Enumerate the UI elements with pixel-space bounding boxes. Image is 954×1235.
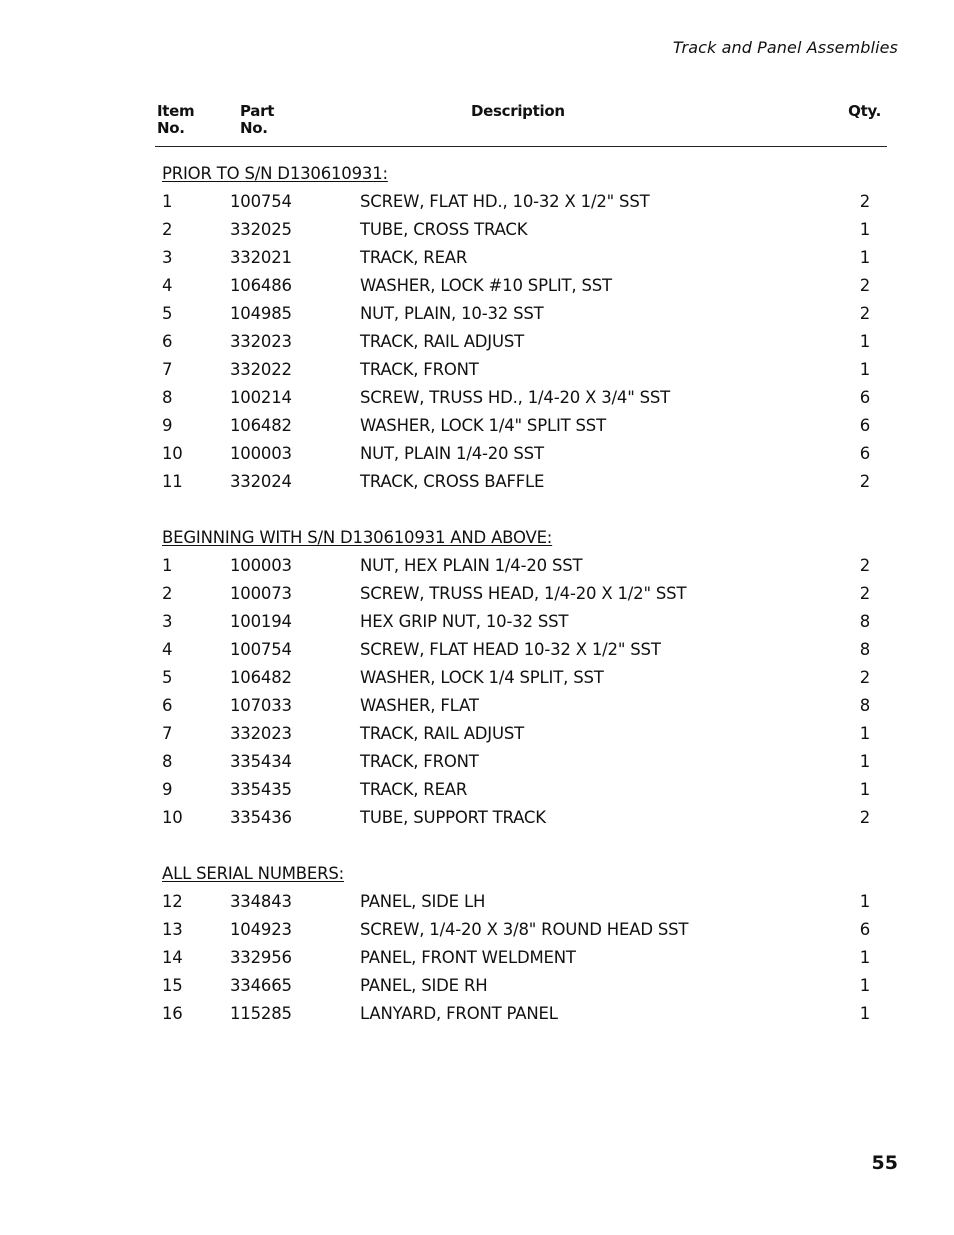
item-number-cell: 11 [162,472,183,491]
quantity-cell: 2 [859,584,870,603]
description-cell: SCREW, FLAT HD., 10-32 X 1/2" SST [360,192,650,211]
quantity-cell: 8 [859,612,870,631]
quantity-cell: 1 [859,780,870,799]
description-cell: PANEL, FRONT WELDMENT [360,948,576,967]
running-head: Track and Panel Assemblies [672,38,898,57]
table-row [162,804,872,832]
item-number-cell: 4 [162,276,173,295]
page-number: 55 [871,1152,898,1174]
table-row [162,440,872,468]
table-row [162,636,872,664]
quantity-cell: 1 [859,220,870,239]
quantity-cell: 1 [859,892,870,911]
quantity-cell: 2 [859,304,870,323]
part-number-cell: 332956 [230,948,292,967]
table-row [162,244,872,272]
description-cell: NUT, PLAIN 1/4-20 SST [360,444,544,463]
part-number-cell: 106482 [230,668,292,687]
table-row [162,748,872,776]
part-number-cell: 100214 [230,388,292,407]
quantity-cell: 1 [859,976,870,995]
item-number-cell: 13 [162,920,183,939]
quantity-cell: 8 [859,640,870,659]
part-number-cell: 332021 [230,248,292,267]
part-number-cell: 334843 [230,892,292,911]
table-row [162,916,872,944]
description-cell: NUT, PLAIN, 10-32 SST [360,304,544,323]
item-number-cell: 7 [162,724,173,743]
quantity-cell: 1 [859,752,870,771]
part-number-cell: 100754 [230,640,292,659]
part-number-cell: 106486 [230,276,292,295]
table-row [162,552,872,580]
section-title: PRIOR TO S/N D130610931: [162,164,388,183]
item-number-cell: 4 [162,640,173,659]
item-number-cell: 3 [162,248,173,267]
part-number-cell: 335434 [230,752,292,771]
part-number-cell: 100754 [230,192,292,211]
description-cell: WASHER, LOCK 1/4" SPLIT SST [360,416,606,435]
table-row [162,972,872,1000]
quantity-cell: 2 [859,668,870,687]
parts-section [162,524,872,832]
parts-section [162,860,872,1028]
part-number-cell: 100194 [230,612,292,631]
part-number-cell: 100003 [230,556,292,575]
description-cell: SCREW, TRUSS HD., 1/4-20 X 3/4" SST [360,388,671,407]
part-number-cell: 332025 [230,220,292,239]
item-number-cell: 1 [162,556,173,575]
quantity-cell: 2 [859,808,870,827]
item-number-cell: 3 [162,612,173,631]
description-cell: TRACK, FRONT [360,752,479,771]
quantity-cell: 2 [859,192,870,211]
description-cell: TRACK, FRONT [360,360,479,379]
description-cell: PANEL, SIDE RH [360,976,488,995]
quantity-cell: 6 [859,920,870,939]
item-number-cell: 8 [162,388,173,407]
table-row [162,664,872,692]
quantity-cell: 6 [859,388,870,407]
part-number-cell: 104985 [230,304,292,323]
quantity-cell: 1 [859,332,870,351]
description-cell: TUBE, CROSS TRACK [360,220,528,239]
quantity-cell: 1 [859,1004,870,1023]
item-number-cell: 12 [162,892,183,911]
quantity-cell: 2 [859,556,870,575]
part-number-cell: 334665 [230,976,292,995]
quantity-cell: 2 [859,276,870,295]
part-number-cell: 335436 [230,808,292,827]
table-row [162,1000,872,1028]
section-title: BEGINNING WITH S/N D130610931 AND ABOVE: [162,528,553,547]
part-number-cell: 104923 [230,920,292,939]
quantity-cell: 2 [859,472,870,491]
description-cell: WASHER, LOCK 1/4 SPLIT, SST [360,668,604,687]
part-number-cell: 335435 [230,780,292,799]
column-header-item-line-1: Item [157,102,195,120]
item-number-cell: 5 [162,304,173,323]
column-header-part-line-1: Part [240,102,275,120]
description-cell: TRACK, RAIL ADJUST [360,724,524,743]
part-number-cell: 332023 [230,724,292,743]
column-header-item-line-2: No. [157,119,185,137]
table-row [162,272,872,300]
item-number-cell: 9 [162,416,173,435]
description-cell: TUBE, SUPPORT TRACK [360,808,546,827]
part-number-cell: 107033 [230,696,292,715]
item-number-cell: 5 [162,668,173,687]
item-number-cell: 2 [162,584,173,603]
item-number-cell: 10 [162,444,183,463]
table-row [162,944,872,972]
table-row [162,328,872,356]
column-header-description: Description [471,102,565,120]
quantity-cell: 1 [859,724,870,743]
part-number-cell: 100003 [230,444,292,463]
description-cell: HEX GRIP NUT, 10-32 SST [360,612,569,631]
description-cell: SCREW, FLAT HEAD 10-32 X 1/2" SST [360,640,661,659]
item-number-cell: 8 [162,752,173,771]
item-number-cell: 6 [162,332,173,351]
quantity-cell: 6 [859,416,870,435]
table-row [162,188,872,216]
description-cell: LANYARD, FRONT PANEL [360,1004,558,1023]
item-number-cell: 10 [162,808,183,827]
table-row [162,888,872,916]
part-number-cell: 115285 [230,1004,292,1023]
description-cell: TRACK, RAIL ADJUST [360,332,524,351]
table-row [162,412,872,440]
table-row [162,300,872,328]
item-number-cell: 6 [162,696,173,715]
quantity-cell: 1 [859,948,870,967]
item-number-cell: 14 [162,948,183,967]
part-number-cell: 100073 [230,584,292,603]
table-row [162,720,872,748]
description-cell: SCREW, TRUSS HEAD, 1/4-20 X 1/2" SST [360,584,687,603]
section-title: ALL SERIAL NUMBERS: [162,864,344,883]
column-header-item-no [157,103,194,137]
part-number-cell: 332023 [230,332,292,351]
item-number-cell: 15 [162,976,183,995]
part-number-cell: 332024 [230,472,292,491]
quantity-cell: 6 [859,444,870,463]
column-header-part-line-2: No. [240,119,268,137]
description-cell: PANEL, SIDE LH [360,892,486,911]
quantity-cell: 1 [859,360,870,379]
column-header-qty: Qty. [848,102,881,120]
quantity-cell: 1 [859,248,870,267]
description-cell: SCREW, 1/4-20 X 3/8" ROUND HEAD SST [360,920,689,939]
header-rule [155,146,887,147]
description-cell: NUT, HEX PLAIN 1/4-20 SST [360,556,583,575]
parts-section [162,160,872,496]
part-number-cell: 332022 [230,360,292,379]
table-row [162,468,872,496]
item-number-cell: 1 [162,192,173,211]
description-cell: TRACK, CROSS BAFFLE [360,472,545,491]
description-cell: WASHER, FLAT [360,696,479,715]
parts-list [162,160,872,1028]
description-cell: TRACK, REAR [360,248,468,267]
item-number-cell: 16 [162,1004,183,1023]
item-number-cell: 2 [162,220,173,239]
table-row [162,608,872,636]
table-row [162,384,872,412]
table-row [162,692,872,720]
table-row [162,356,872,384]
quantity-cell: 8 [859,696,870,715]
table-row [162,776,872,804]
description-cell: TRACK, REAR [360,780,468,799]
description-cell: WASHER, LOCK #10 SPLIT, SST [360,276,612,295]
table-row [162,216,872,244]
part-number-cell: 106482 [230,416,292,435]
table-row [162,580,872,608]
item-number-cell: 9 [162,780,173,799]
column-header-part-no [240,103,274,137]
item-number-cell: 7 [162,360,173,379]
